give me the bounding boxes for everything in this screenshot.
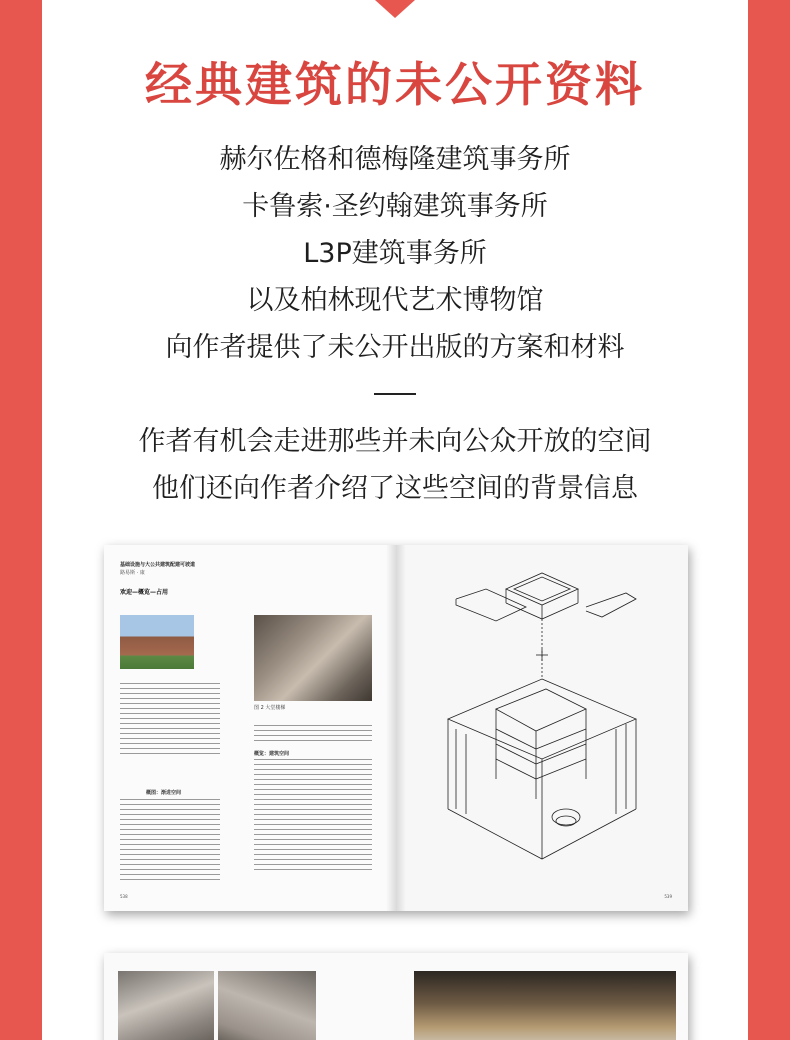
second-book-spread-image xyxy=(104,953,688,1040)
secondary-text xyxy=(0,418,790,512)
page-title: 经典建筑的未公开资料 xyxy=(145,58,645,113)
stair-photo xyxy=(218,971,316,1040)
isometric-drawing xyxy=(436,559,648,899)
top-notch xyxy=(375,0,415,18)
stair-photo xyxy=(118,971,214,1040)
intro-line: L3P建筑事务所 xyxy=(303,238,487,269)
book-page-subheader: 路易斯 · 康 xyxy=(120,570,145,576)
intro-line: 卡鲁索·圣约翰建筑事务所 xyxy=(242,191,548,222)
building-photo xyxy=(120,615,194,669)
book-gutter xyxy=(386,545,406,911)
sub-heading: 概图：渐进空间 xyxy=(146,790,182,796)
body-text-block xyxy=(120,799,220,881)
sub-heading: 概览：建筑空间 xyxy=(254,751,290,757)
hall-photo xyxy=(414,971,676,1040)
body-text-block xyxy=(120,683,220,755)
body-text-block xyxy=(254,759,372,871)
intro-line: 以及柏林现代艺术博物馆 xyxy=(246,285,544,316)
divider xyxy=(374,393,416,395)
book-spread-image xyxy=(104,545,688,911)
book-section-title: 欢迎—概览—占用 xyxy=(120,589,169,596)
secondary-line: 作者有机会走进那些并未向公众开放的空间 xyxy=(138,426,652,457)
intro-text xyxy=(0,136,790,371)
page-number: 538 xyxy=(120,894,128,899)
book-right-page xyxy=(396,545,688,911)
photo-caption: 图 2 大堂楼梯 xyxy=(254,705,286,711)
body-text-block xyxy=(254,725,372,745)
interior-photo xyxy=(254,615,372,701)
intro-line: 赫尔佐格和德梅隆建筑事务所 xyxy=(219,144,571,175)
page-number: 539 xyxy=(664,894,672,899)
secondary-line: 他们还向作者介绍了这些空间的背景信息 xyxy=(152,473,638,504)
book-left-page xyxy=(104,545,396,911)
book-page-header: 基础设施与大公共建筑配建可坡道 xyxy=(120,562,196,568)
intro-line: 向作者提供了未公开出版的方案和材料 xyxy=(165,332,625,363)
